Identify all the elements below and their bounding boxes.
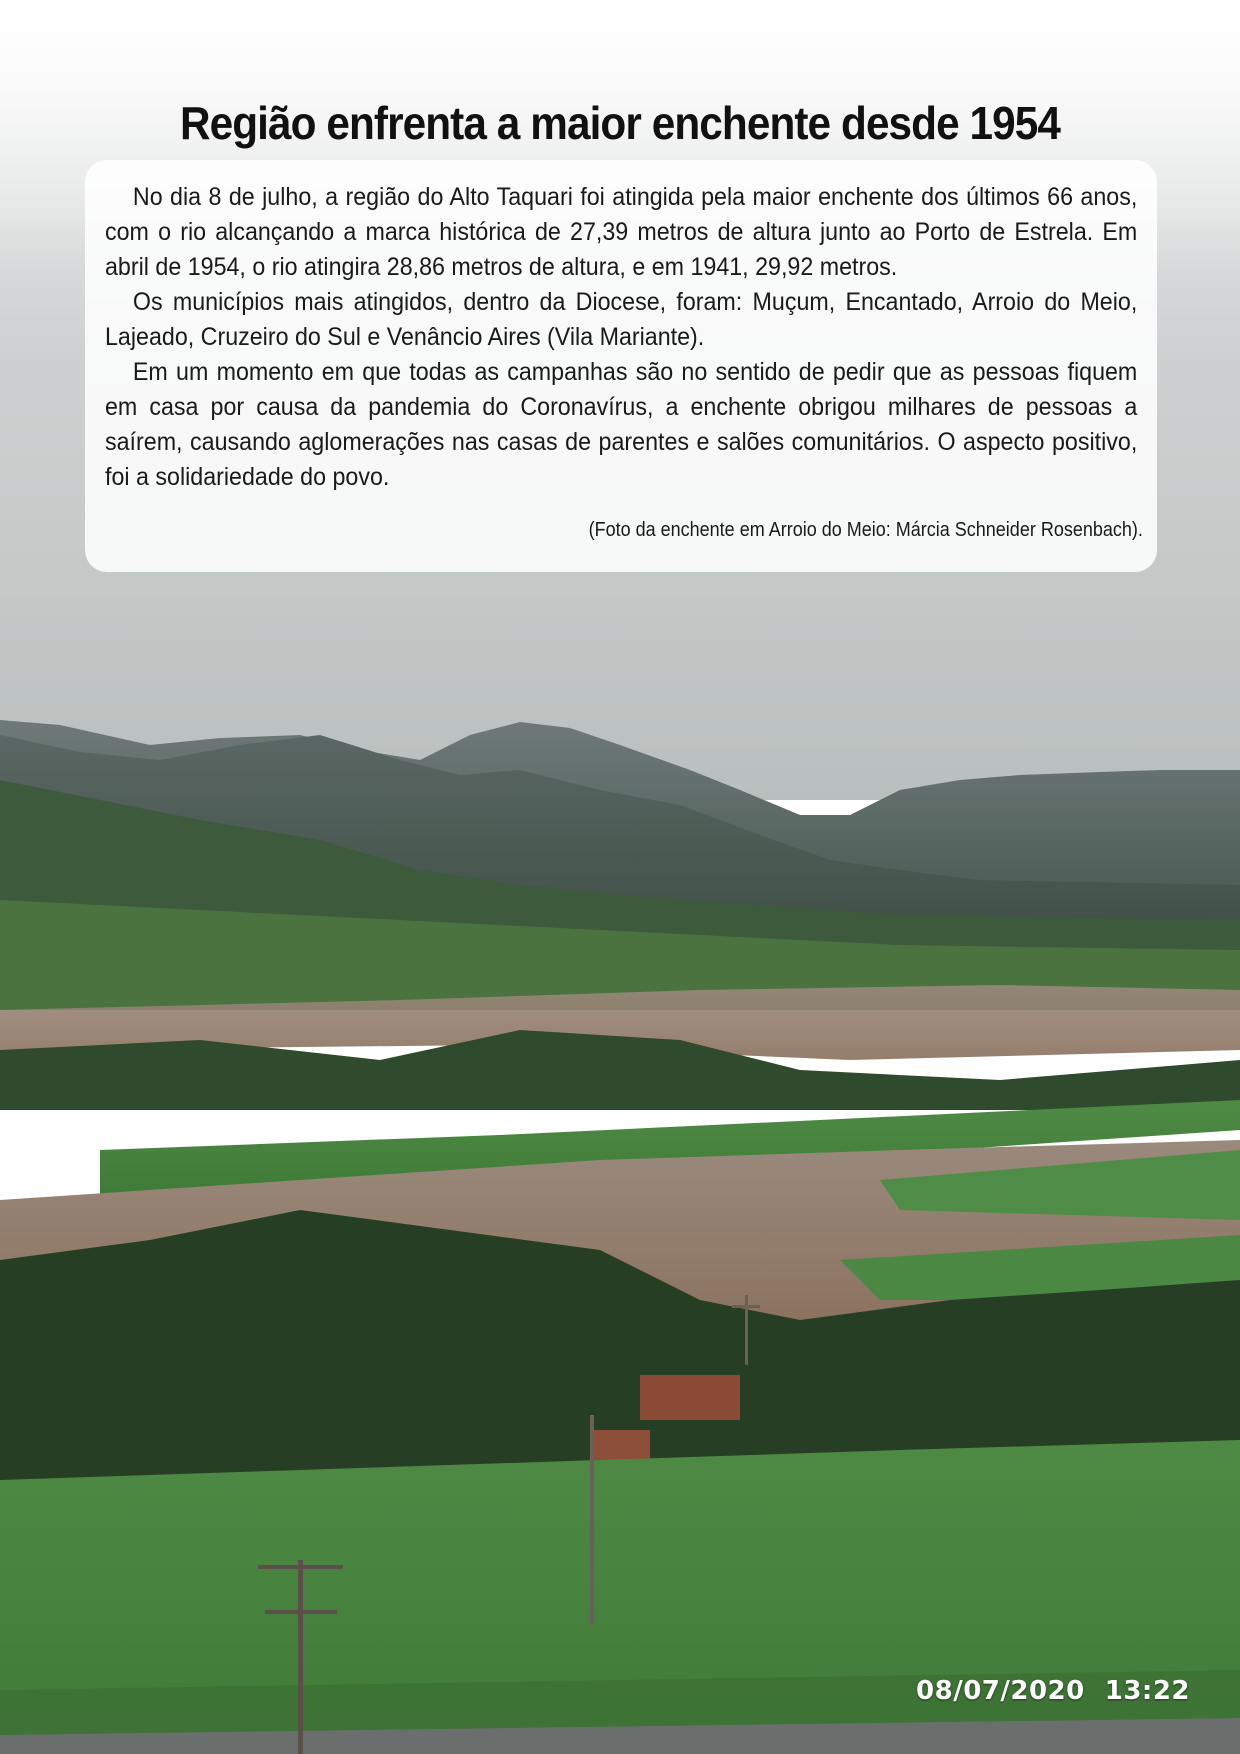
paragraph-3: Em um momento em que todas as campanhas são no sentido de pedir que as pessoas fiquem em casa por causa da pandemia do Coronavírus, a enchente obrigou milhares de pessoas a saírem, causando aglomerações nas casas de parentes e salões comunitários. O aspecto positivo, foi a solidariedade do povo.: [105, 358, 1138, 491]
article-title: Região enfrenta a maior enchente desde 1954: [179, 97, 1061, 149]
text-card: [85, 160, 1157, 572]
paragraph-1: No dia 8 de julho, a região do Alto Taquari foi atingida pela maior enchente dos últimos 66 anos, com o rio alcançando a marca histórica de 27,39 metros de altura junto ao Porto de Estrela. Em abril de 1954, o rio atingira 28,86 metros de altura, e em 1941, 29,92 metros.: [105, 183, 1138, 281]
photo-credit: (Foto da enchente em Arroio do Meio: Márcia Schneider Rosenbach).: [588, 519, 1143, 541]
stamp-time: 13:22: [1104, 1676, 1190, 1706]
paragraph-2: Os municípios mais atingidos, dentro da Diocese, foram: Muçum, Encantado, Arroio do Meio, Lajeado, Cruzeiro do Sul e Venâncio Aires (Vila Mariante).: [105, 288, 1138, 351]
stamp-date: 08/07/2020: [916, 1676, 1085, 1706]
article-body: [105, 180, 1137, 495]
photo-timestamp: [916, 1676, 1190, 1706]
